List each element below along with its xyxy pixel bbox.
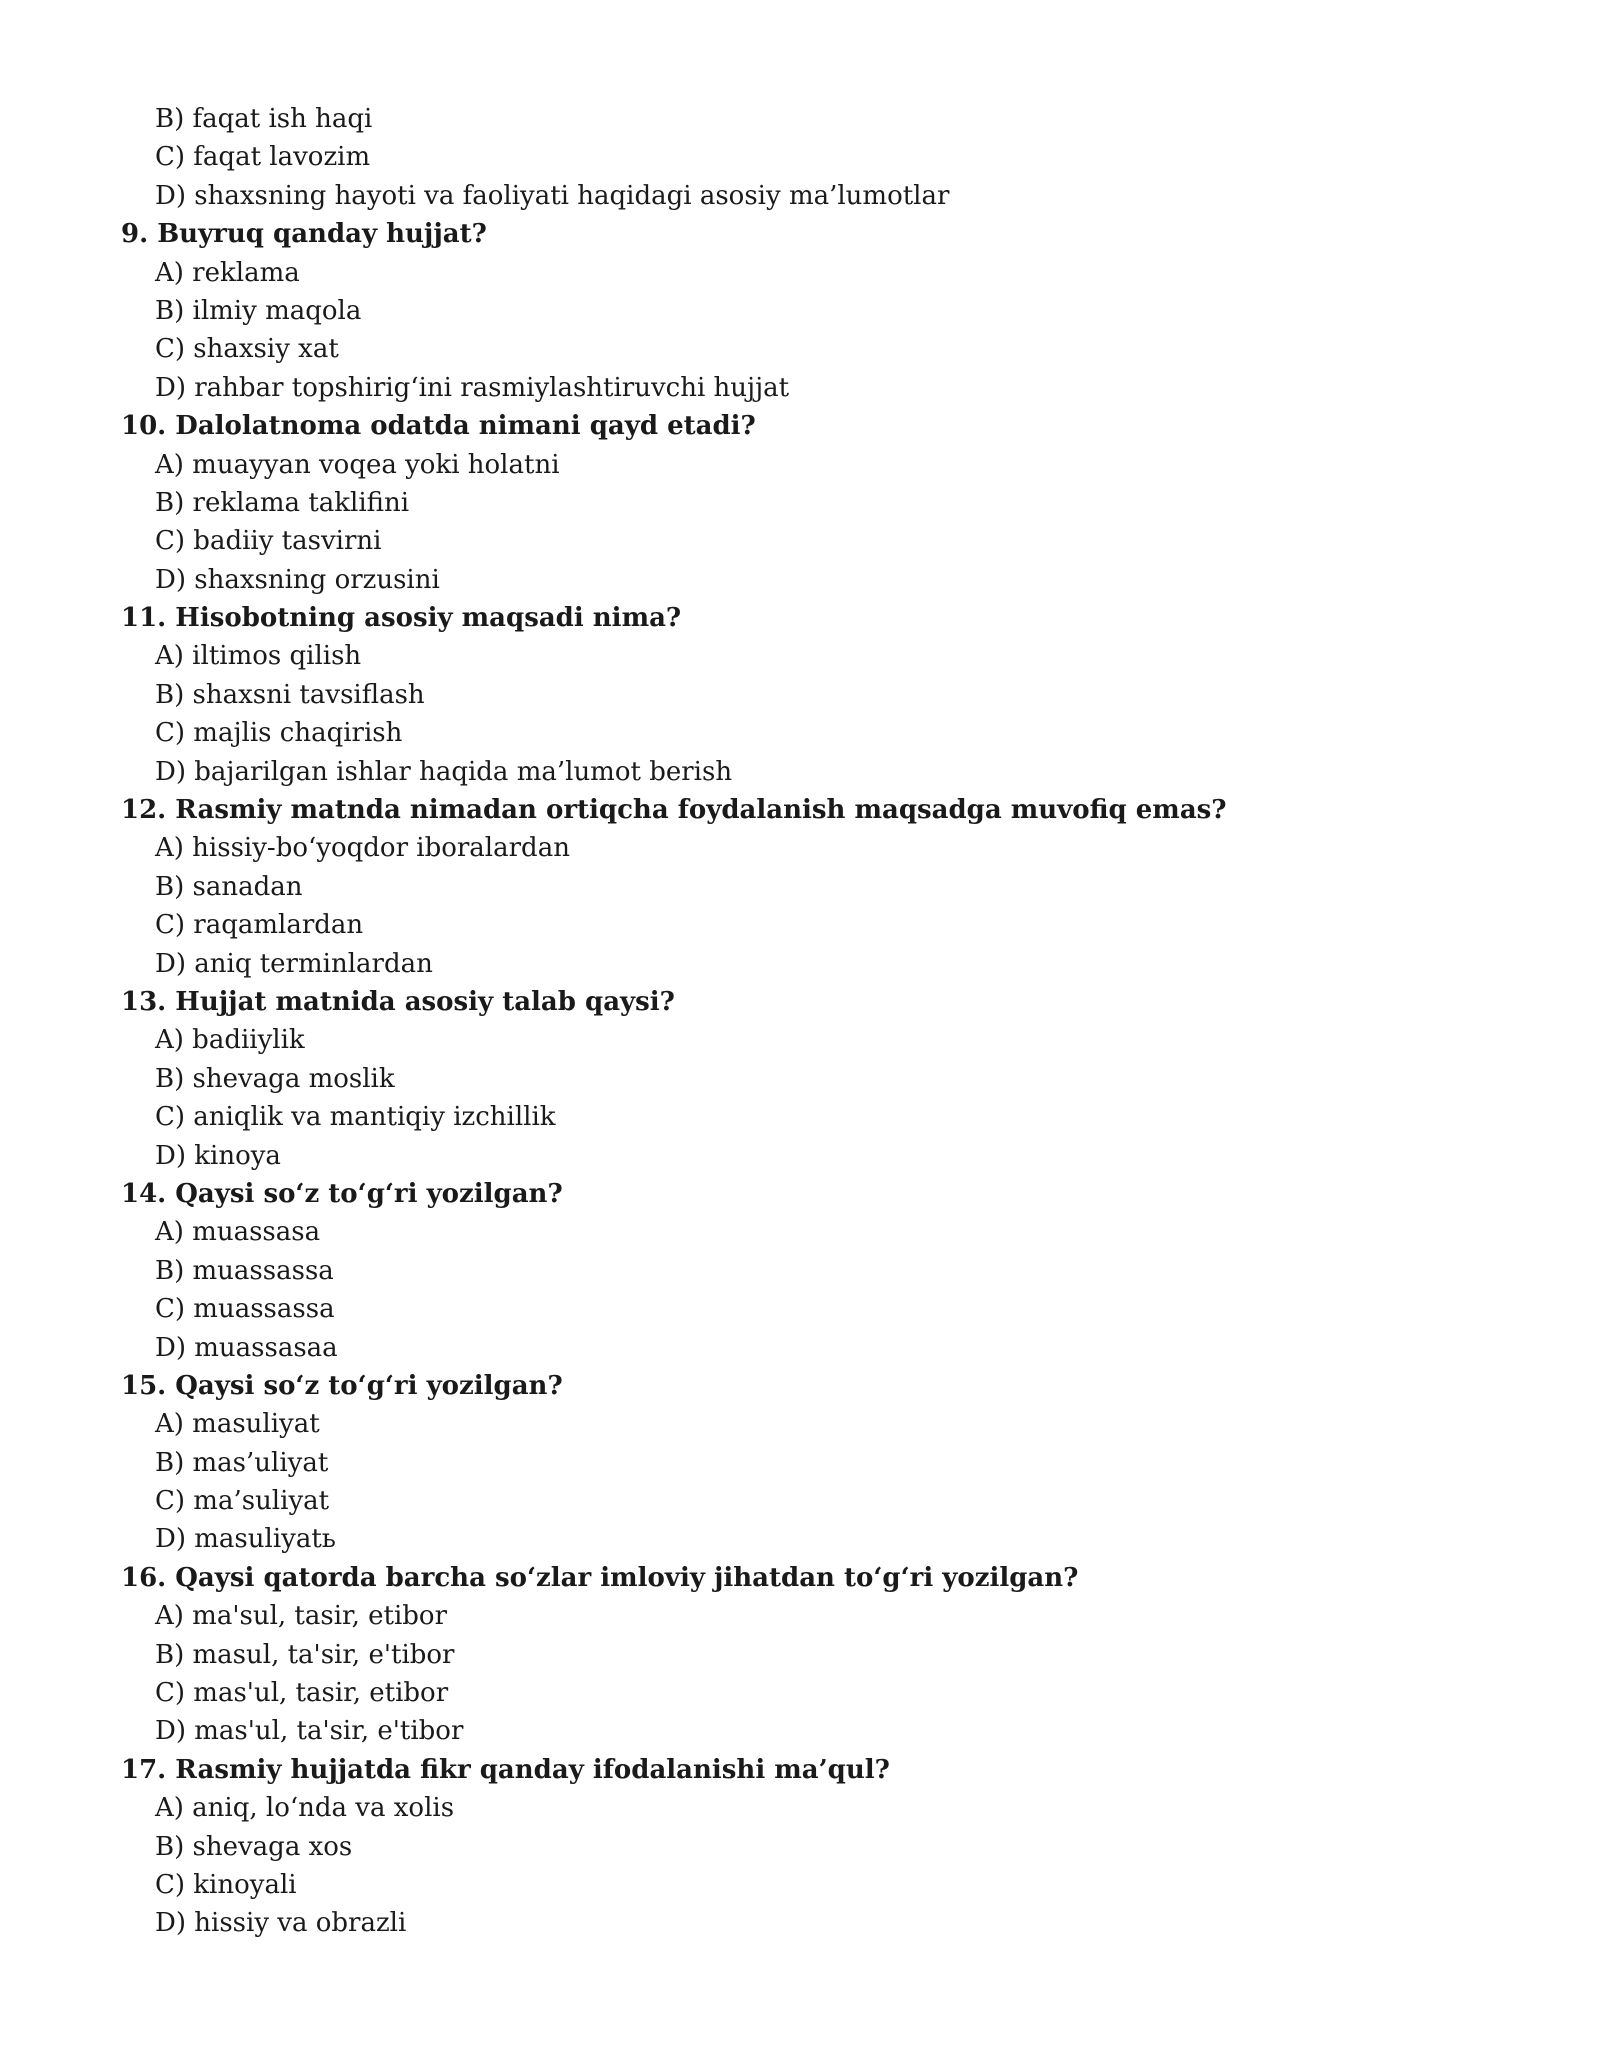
question-title: 12. Rasmiy matnda nimadan ortiqcha foydalanish maqsadga muvofiq emas? bbox=[121, 795, 1227, 826]
answer-option: A) reklama bbox=[155, 257, 300, 288]
question-block-11 bbox=[0, 599, 1600, 791]
question-title: 13. Hujjat matnida asosiy talab qaysi? bbox=[121, 986, 675, 1017]
question-block-15 bbox=[0, 1367, 1600, 1559]
answer-option: D) rahbar topshirig‘ini rasmiylashtiruvchi hujjat bbox=[155, 372, 790, 403]
answer-option: A) hissiy-bo‘yoqdor iboralardan bbox=[155, 833, 570, 864]
answer-option: B) mas’uliyat bbox=[155, 1447, 329, 1478]
answer-option: A) muassasa bbox=[155, 1217, 321, 1248]
question-block-13 bbox=[0, 983, 1600, 1175]
answer-option: C) aniqlik va mantiqiy izchillik bbox=[155, 1102, 556, 1133]
question-block-14 bbox=[0, 1175, 1600, 1367]
answer-option: C) kinoyali bbox=[155, 1869, 297, 1900]
answer-option: D) hissiy va obrazli bbox=[155, 1908, 407, 1939]
question-title: 9. Buyruq qanday hujjat? bbox=[121, 219, 487, 250]
answer-option: C) majlis chaqirish bbox=[155, 718, 403, 749]
answer-option: C) mas'ul, tasir, etibor bbox=[155, 1678, 449, 1709]
question-block-17 bbox=[0, 1751, 1600, 1943]
question-title: 17. Rasmiy hujjatda fikr qanday ifodalanishi ma’qul? bbox=[121, 1754, 890, 1785]
answer-option: B) shaxsni tavsiflash bbox=[155, 679, 425, 710]
document-page bbox=[0, 100, 1600, 1943]
answer-option: D) kinoya bbox=[155, 1140, 281, 1171]
question-title: 10. Dalolatnoma odatda nimani qayd etadi? bbox=[121, 411, 756, 442]
answer-option: A) aniq, lo‘nda va xolis bbox=[155, 1793, 455, 1824]
answer-option: B) masul, ta'sir, e'tibor bbox=[155, 1639, 455, 1670]
question-title: 14. Qaysi so‘z to‘g‘ri yozilgan? bbox=[121, 1178, 563, 1209]
answer-option: D) shaxsning hayoti va faoliyati haqidagi asosiy ma’lumotlar bbox=[155, 180, 950, 211]
answer-option: C) ma’suliyat bbox=[155, 1486, 330, 1517]
answer-option: B) ilmiy maqola bbox=[155, 295, 362, 326]
question-title: 15. Qaysi so‘z to‘g‘ri yozilgan? bbox=[121, 1370, 563, 1401]
answer-option: B) faqat ish haqi bbox=[155, 104, 373, 134]
answer-option: B) muassassa bbox=[155, 1255, 334, 1286]
question-title: 11. Hisobotning asosiy maqsadi nima? bbox=[121, 603, 682, 634]
answer-option: C) raqamlardan bbox=[155, 910, 364, 941]
answer-option: C) muassassa bbox=[155, 1294, 335, 1325]
answer-option: A) masuliyat bbox=[155, 1409, 320, 1440]
answer-option: C) shaxsiy xat bbox=[155, 334, 339, 365]
answer-option: D) aniq terminlardan bbox=[155, 948, 433, 979]
question-block-12 bbox=[0, 791, 1600, 983]
answer-option: D) bajarilgan ishlar haqida ma’lumot berish bbox=[155, 756, 733, 787]
answer-option: B) shevaga xos bbox=[155, 1831, 353, 1862]
answer-option: A) ma'sul, tasir, etibor bbox=[155, 1601, 448, 1632]
question-block-9 bbox=[0, 215, 1600, 407]
question-block-16 bbox=[0, 1559, 1600, 1751]
answer-option: A) iltimos qilish bbox=[155, 641, 362, 672]
answer-option: D) shaxsning orzusini bbox=[155, 564, 440, 595]
leading-options bbox=[0, 100, 1600, 215]
answer-option: B) reklama taklifini bbox=[155, 487, 410, 518]
question-block-10 bbox=[0, 407, 1600, 599]
answer-option: D) muassasaа bbox=[155, 1332, 338, 1363]
question-title: 16. Qaysi qatorda barcha so‘zlar imloviy jihatdan to‘g‘ri yozilgan? bbox=[121, 1562, 1079, 1593]
answer-option: C) faqat lavozim bbox=[155, 142, 371, 173]
answer-option: D) masuliyatь bbox=[155, 1524, 336, 1555]
answer-option: D) mas'ul, ta'sir, e'tibor bbox=[155, 1716, 464, 1747]
answer-option: B) shevaga moslik bbox=[155, 1063, 395, 1094]
answer-option: A) badiiylik bbox=[155, 1025, 305, 1056]
answer-option: C) badiiy tasvirni bbox=[155, 526, 382, 557]
answer-option: A) muayyan voqea yoki holatni bbox=[155, 449, 560, 480]
answer-option: B) sanadan bbox=[155, 871, 303, 902]
